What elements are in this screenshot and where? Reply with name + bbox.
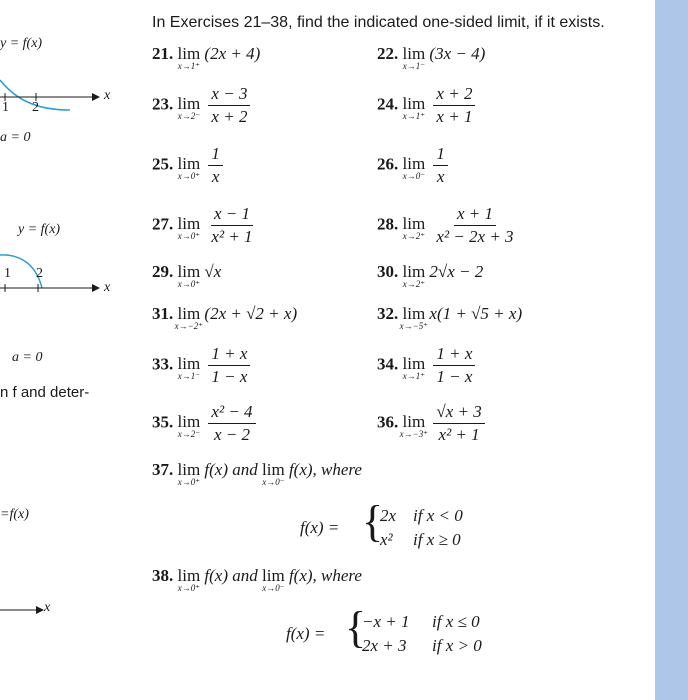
exercise-28 [377, 204, 521, 247]
piece-1-condition: if x ≤ 0 [432, 612, 480, 631]
lim-operator: lim [177, 566, 201, 585]
fraction [208, 144, 223, 187]
lim-subscript: x→1⁻ [177, 371, 200, 382]
limit-expression: (2x + √2 + x) [204, 304, 298, 323]
exercise-number: 31. [152, 304, 174, 323]
exercise-37 [152, 460, 362, 487]
exercise-number: 35. [152, 412, 174, 432]
exercise-27 [152, 204, 260, 247]
exercise-24 [377, 84, 479, 127]
exercise-number: 28. [377, 214, 399, 234]
piece-2-condition: if x ≥ 0 [413, 530, 461, 549]
page-margin-bar [655, 0, 688, 700]
exercise-number: 23. [152, 94, 174, 114]
exercise-26 [377, 144, 452, 187]
lim-operator: lim [177, 94, 201, 114]
piece-2-expression: x² [380, 530, 393, 549]
lim-subscript: x→0⁺ [177, 231, 200, 242]
exercise-number: 29. [152, 262, 174, 281]
exercise-30 [377, 262, 484, 289]
lim-operator: lim [402, 412, 426, 432]
numerator: 1 + x [433, 344, 475, 366]
exercise-21 [152, 44, 261, 71]
lim-operator: lim [402, 214, 426, 234]
numerator: 1 [208, 144, 223, 166]
exercise-23 [152, 84, 254, 127]
exercise-number: 38. [152, 566, 174, 585]
lim-subscript: x→0⁻ [402, 171, 425, 182]
graph1-tick-1: 1 [2, 100, 9, 115]
lim-subscript: x→1⁺ [402, 371, 425, 382]
piece-2-condition: if x > 0 [432, 636, 482, 655]
lim-operator: lim [177, 44, 201, 63]
exercise-number: 37. [152, 460, 174, 479]
lim-subscript: x→2⁺ [402, 231, 425, 242]
denominator: x² + 1 [211, 227, 253, 246]
exercise-29 [152, 262, 222, 289]
exercise-25 [152, 144, 227, 187]
piece-1-condition: if x < 0 [413, 506, 463, 525]
graph2-tick-1: 1 [4, 266, 11, 281]
exercise-36 [377, 402, 489, 445]
graph1-axis-label: x [104, 88, 111, 103]
lim-subscript: x→1⁺ [402, 111, 425, 122]
lim-subscript: x→1⁻ [402, 61, 425, 71]
lim-operator: lim [402, 44, 426, 63]
numerator: x + 1 [454, 204, 496, 226]
lim-operator: lim [402, 94, 426, 114]
piece-1-expression: −x + 1 [362, 612, 410, 631]
lim-subscript: x→−2⁺ [174, 321, 203, 331]
left-text-fragment: n f and deter- [0, 384, 90, 401]
lim-subscript: x→2⁺ [402, 279, 425, 289]
denominator: x² + 1 [438, 425, 480, 444]
function-label: f(x) = [300, 518, 340, 537]
limit-expression: f(x) and [204, 566, 258, 585]
exercise-22 [377, 44, 486, 71]
lim-operator: lim [177, 214, 201, 234]
lim-operator: lim [177, 304, 201, 323]
limit-expression: √x [204, 262, 222, 281]
denominator: x [211, 167, 220, 186]
fraction [208, 344, 250, 387]
numerator: x − 1 [211, 204, 253, 226]
exercise-number: 26. [377, 154, 399, 174]
lim-operator: lim [402, 354, 426, 374]
function-label: f(x) = [286, 624, 326, 643]
exercise-instructions: In Exercises 21–38, find the indicated one-sided limit, if it exists. [152, 14, 605, 31]
left-brace: { [345, 603, 367, 652]
fraction [208, 402, 255, 445]
lim-operator: lim [262, 460, 285, 479]
limit-expression: (2x + 4) [204, 44, 261, 63]
denominator: 1 − x [211, 367, 248, 386]
lim-operator: lim [177, 154, 201, 174]
lim-operator: lim [177, 262, 201, 281]
lim-operator: lim [402, 304, 426, 323]
fraction [433, 204, 516, 247]
limit-expression: f(x), where [288, 460, 362, 479]
limit-expression: (3x − 4) [429, 44, 486, 63]
graph1-label: y = f(x) [0, 36, 43, 51]
graph-2 [0, 230, 110, 300]
numerator: x² − 4 [208, 402, 255, 424]
denominator: x [436, 167, 445, 186]
exercise-33 [152, 344, 254, 387]
lim-subscript: x→0⁺ [177, 583, 200, 593]
lim-subscript: x→1⁺ [177, 61, 200, 71]
lim-subscript: x→0⁺ [177, 279, 200, 289]
graph1-tick-2: 2 [32, 100, 39, 115]
graph3-label: =f(x) [0, 507, 29, 522]
lim-operator: lim [177, 460, 201, 479]
lim-subscript: x→0⁻ [262, 583, 285, 593]
lim-operator: lim [262, 566, 285, 585]
lim-subscript: x→2⁻ [177, 429, 200, 440]
limit-expression: f(x) and [204, 460, 258, 479]
denominator: 1 − x [436, 367, 473, 386]
fraction [433, 402, 484, 445]
lim-operator: lim [177, 354, 201, 374]
fraction [433, 84, 475, 127]
graph3-axis-label: x [44, 600, 51, 615]
piece-2-expression: 2x + 3 [362, 636, 407, 655]
exercise-number: 36. [377, 412, 399, 432]
exercise-38 [152, 566, 362, 593]
fraction [433, 144, 448, 187]
lim-subscript: x→0⁺ [177, 477, 200, 487]
graph-3 [0, 600, 60, 620]
numerator: √x + 3 [433, 402, 484, 424]
graph1-a-value: a = 0 [0, 130, 31, 145]
lim-operator: lim [402, 262, 426, 281]
exercise-number: 34. [377, 354, 399, 374]
lim-subscript: x→0⁺ [177, 171, 200, 182]
graph2-a-value: a = 0 [12, 350, 43, 365]
exercise-34 [377, 344, 479, 387]
limit-expression: x(1 + √5 + x) [429, 304, 523, 323]
exercise-number: 27. [152, 214, 174, 234]
exercise-32 [377, 304, 523, 331]
lim-subscript: x→−5⁺ [399, 321, 428, 331]
graph2-tick-2: 2 [36, 266, 43, 281]
denominator: x + 1 [436, 107, 473, 126]
lim-operator: lim [177, 412, 201, 432]
exercise-number: 24. [377, 94, 399, 114]
exercise-number: 25. [152, 154, 174, 174]
numerator: 1 [433, 144, 448, 166]
exercise-number: 30. [377, 262, 399, 281]
lim-subscript: x→2⁻ [177, 111, 200, 122]
lim-operator: lim [402, 154, 426, 174]
exercise-number: 21. [152, 44, 174, 63]
denominator: x − 2 [213, 425, 250, 444]
exercise-number: 33. [152, 354, 174, 374]
lim-subscript: x→−3⁺ [399, 429, 428, 440]
graph2-label: y = f(x) [18, 222, 61, 237]
limit-expression: f(x), where [288, 566, 362, 585]
numerator: x − 3 [208, 84, 250, 106]
denominator: x + 2 [211, 107, 248, 126]
exercise-31 [152, 304, 298, 331]
numerator: 1 + x [208, 344, 250, 366]
numerator: x + 2 [433, 84, 475, 106]
exercise-number: 32. [377, 304, 399, 323]
lim-subscript: x→0⁻ [262, 477, 285, 487]
fraction [208, 204, 255, 247]
exercise-number: 22. [377, 44, 399, 63]
exercise-35 [152, 402, 260, 445]
denominator: x² − 2x + 3 [436, 227, 514, 246]
limit-expression: 2√x − 2 [429, 262, 484, 281]
piece-1-expression: 2x [380, 506, 397, 525]
fraction [208, 84, 250, 127]
fraction [433, 344, 475, 387]
graph2-axis-label: x [104, 280, 111, 295]
left-brace: { [362, 497, 384, 546]
